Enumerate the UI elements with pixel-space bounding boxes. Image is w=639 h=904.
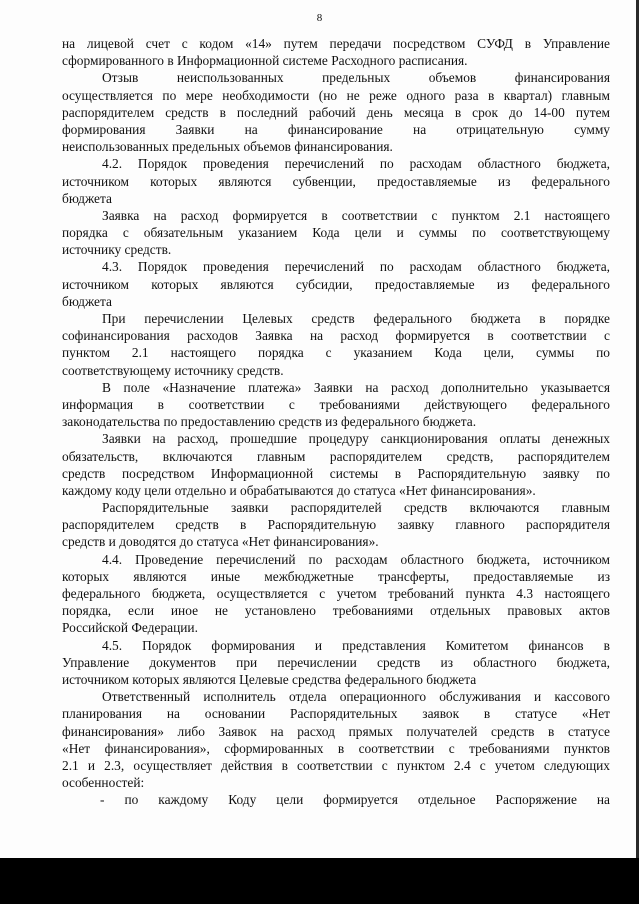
text-line: неиспользованных предельных объемов финансирования.: [62, 139, 393, 155]
section-heading-4-3: 4.3. Порядок проведения перечислений по расходам областного бюджета,: [102, 259, 610, 275]
section-heading-4-2: бюджета: [62, 190, 112, 206]
section-heading-4-5: Управление документов при перечислении средств из областного бюджета,: [62, 654, 610, 670]
text-line: порядка, если иное не установлено требованиями отдельных правовых актов: [62, 603, 610, 619]
text-line: распорядителем средств в Распорядительную заявку главного распорядителя: [62, 517, 610, 533]
text-line: осуществляется по мере необходимости (но не реже одного раза в квартал) главным: [62, 87, 610, 103]
text-line: Заявка на расход формируется в соответствии с пунктом 2.1 настоящего: [102, 207, 610, 223]
text-line: распорядителем средств в последний рабочий день месяца в срок до 14-00 путем: [62, 104, 610, 120]
text-line: «Нет финансирования», сформированных в соответствии с требованиями пунктов: [62, 740, 610, 756]
text-line: В поле «Назначение платежа» Заявки на расход дополнительно указывается: [102, 379, 610, 395]
text-line: При перечислении Целевых средств федерального бюджета в порядке: [102, 311, 610, 326]
text-line: порядка с обязательным указанием Кода цели и суммы по соответствующему: [62, 225, 610, 241]
text-line: сформированного в Информационной системе Расходного расписания.: [62, 53, 468, 69]
text-line: средств посредством Информационной системы в Распорядительную заявку по: [62, 465, 610, 481]
text-line: Ответственный исполнитель отдела операционного обслуживания и кассового: [102, 689, 610, 705]
text-line: софинансирования расходов Заявка на расход формируется в соответствии с: [62, 328, 610, 344]
section-heading-4-3: бюджета: [62, 293, 112, 309]
text-line: средств и доводятся до статуса «Нет финансирования».: [62, 534, 379, 550]
document-body: [62, 35, 610, 808]
text-line: финансирования» либо Заявок на расход прямых получателей средств в статусе: [62, 723, 610, 739]
scan-bottom-border: [0, 858, 639, 904]
text-line: информация в соответствии с требованиями действующего федерального: [62, 396, 610, 412]
text-line: Распорядительные заявки распорядителей средств включаются главным: [102, 500, 610, 516]
text-line: законодательства по предоставлению средств из федерального бюджета.: [62, 414, 477, 430]
section-heading-4-2: источником которых являются субвенции, предоставляемые из федерального: [62, 173, 610, 189]
section-heading-4-3: источником которых являются субсидии, предоставляемые из федерального: [62, 276, 610, 292]
section-heading-4-5: источником которых являются Целевые средства федерального бюджета: [62, 671, 477, 687]
text-line: 2.1 и 2.3, осуществляет действия в соответствии с пунктом 2.4 с учетом следующих: [62, 757, 610, 773]
section-heading-4-4: 4.4. Проведение перечислений по расходам областного бюджета, источником: [102, 551, 610, 567]
text-line: Российской Федерации.: [62, 620, 198, 636]
section-heading-4-5: 4.5. Порядок формирования и представления Комитетом финансов в: [102, 637, 610, 653]
text-line: Отзыв неиспользованных предельных объемов финансирования: [102, 70, 610, 86]
text-line: Заявки на расход, прошедшие процедуру санкционирования оплаты денежных: [102, 431, 610, 447]
text-line: федерального бюджета, осуществляется с учетом требований пункта 4.3 настоящего: [62, 586, 610, 601]
page-number: 8: [316, 12, 323, 24]
text-line: пунктом 2.1 настоящего порядка с указанием Кода цели, суммы по: [62, 345, 610, 361]
section-heading-4-2: 4.2. Порядок проведения перечислений по расходам областного бюджета,: [102, 156, 610, 172]
text-line: планирования на основании Распорядительных заявок в статусе «Нет: [62, 706, 610, 722]
list-item: - по каждому Коду цели формируется отдельное Распоряжение на: [100, 792, 610, 808]
text-line: формирования Заявки на финансирование на отрицательную сумму: [62, 121, 610, 137]
text-line: обязательств, включаются главным распорядителем средств, распорядителем: [62, 448, 610, 464]
text-line: которых являются иные межбюджетные трансферты, предоставляемые из: [62, 568, 610, 584]
text-line: соответствующему источнику средств.: [62, 362, 284, 378]
text-line: каждому коду цели отдельно и обрабатываются до статуса «Нет финансирования».: [62, 482, 536, 498]
text-line: на лицевой счет с кодом «14» путем передачи посредством СУФД в Управление: [62, 36, 610, 51]
text-line: источнику средств.: [62, 242, 172, 258]
text-line: особенностей:: [62, 775, 145, 791]
